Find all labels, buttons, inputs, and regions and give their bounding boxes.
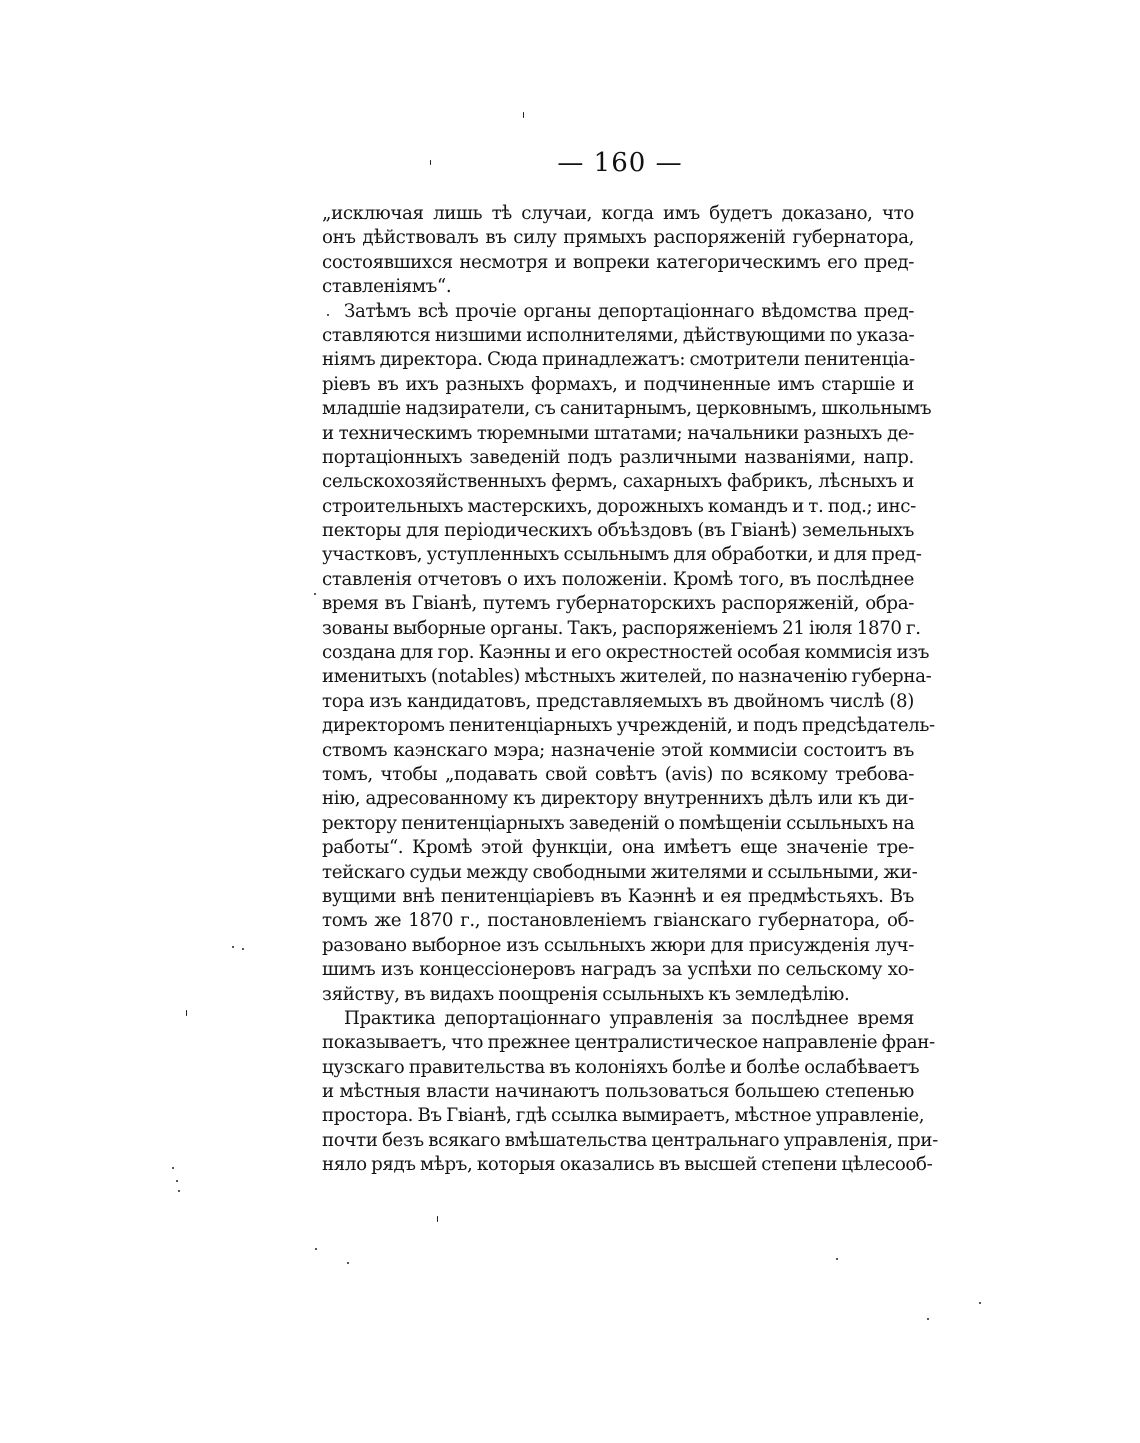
text-line: зяйству, въ видахъ поощренія ссыльныхъ къ земледѣлію.	[322, 983, 850, 1005]
scan-speck	[927, 1318, 929, 1320]
scan-speck	[327, 314, 329, 316]
text-line: состоявшихся несмотря и вопреки категорическимъ его пред-	[322, 251, 914, 273]
text-line: ректору пенитенціарныхъ заведеній о помѣщеніи ссыльныхъ на	[322, 812, 915, 834]
scan-speck	[178, 1190, 180, 1192]
paragraph-2	[322, 300, 935, 1007]
text-line: ставленія отчетовъ о ихъ положеніи. Кромѣ того, въ послѣднее	[322, 568, 914, 590]
page-number: — 160 —	[557, 148, 683, 178]
paragraph-3	[322, 1007, 938, 1178]
scan-speck	[242, 948, 244, 950]
text-line: томъ же 1870 г., постановленіемъ гвіанскаго губернатора, об-	[322, 910, 914, 932]
scan-speck	[186, 1010, 187, 1016]
text-line: ствомъ каэнскаго мэра; назначеніе этой коммисіи состоитъ въ	[322, 739, 914, 761]
text-line: разовано выборное изъ ссыльныхъ жюри для присужденія луч-	[322, 934, 914, 956]
scan-speck	[347, 1262, 349, 1264]
scan-speck	[430, 160, 431, 165]
scan-speck	[232, 946, 234, 948]
text-line: ставляются низшими исполнителями, дѣйствующими по указа-	[322, 324, 915, 346]
text-line: няло рядъ мѣръ, которыя оказались въ высшей степени цѣлесооб-	[322, 1154, 933, 1176]
scan-speck	[314, 593, 316, 595]
text-line: Практика депортаціоннаго управленія за послѣднее время	[344, 1007, 914, 1029]
paragraph-1	[322, 202, 914, 300]
text-line: и техническимъ тюремными штатами; начальники разныхъ де-	[322, 422, 914, 444]
text-line: зованы выборные органы. Такъ, распоряженіемъ 21 іюля 1870 г.	[322, 617, 921, 639]
scan-speck	[172, 1167, 174, 1169]
text-line: нію, адресованному къ директору внутреннихъ дѣлъ или къ ди-	[322, 788, 914, 810]
text-line: почти безъ всякаго вмѣшательства центральнаго управленія, при-	[322, 1129, 938, 1151]
scan-speck	[315, 1248, 317, 1250]
text-line: онъ дѣйствовалъ въ силу прямыхъ распоряженій губернатора,	[322, 227, 914, 249]
text-line: сельскохозяйственныхъ фермъ, сахарныхъ фабрикъ, лѣсныхъ и	[322, 471, 914, 493]
text-line: портаціонныхъ заведеній подъ различными названіями, напр.	[322, 446, 914, 468]
text-line: именитыхъ (notables) мѣстныхъ жителей, по назначенію губерна-	[322, 666, 932, 688]
scan-speck	[836, 1258, 838, 1260]
text-line: вущими внѣ пенитенціаріевъ въ Каэннѣ и ея предмѣстьяхъ. Въ	[322, 885, 914, 907]
text-line: томъ, чтобы „подавать свой совѣтъ (avis) по всякому требова-	[322, 763, 914, 785]
text-line: пекторы для періодическихъ объѣздовъ (въ Гвіанѣ) земельныхъ	[322, 520, 914, 542]
scan-speck	[437, 1216, 438, 1222]
text-line: показываетъ, что прежнее централистическое направленіе фран-	[322, 1032, 935, 1054]
text-line: ріевъ въ ихъ разныхъ формахъ, и подчиненные имъ старшіе и	[322, 373, 914, 395]
scan-speck	[176, 1180, 178, 1182]
text-line: младшіе надзиратели, съ санитарнымъ, церковнымъ, школьнымъ	[322, 398, 932, 420]
text-line: Затѣмъ всѣ прочіе органы депортаціоннаго вѣдомства пред-	[344, 300, 914, 322]
body-text	[322, 202, 938, 1178]
text-line: строительныхъ мастерскихъ, дорожныхъ командъ и т. под.; инс-	[322, 495, 916, 517]
text-line: участковъ, уступленныхъ ссыльнымъ для обработки, и для пред-	[322, 544, 922, 566]
text-line: простора. Въ Гвіанѣ, гдѣ ссылка вымираетъ, мѣстное управленіе,	[322, 1105, 925, 1127]
scan-speck	[979, 1302, 981, 1304]
text-line: ставленіямъ“.	[322, 276, 452, 298]
text-line: работы“. Кромѣ этой функціи, она имѣетъ еще значеніе тре-	[322, 837, 914, 859]
scan-speck	[523, 112, 524, 118]
text-line: создана для гор. Каэнны и его окрестностей особая коммисія изъ	[322, 642, 930, 664]
text-line: директоромъ пенитенціарныхъ учрежденій, и подъ предсѣдатель-	[322, 715, 935, 737]
text-line: и мѣстныя власти начинаютъ пользоваться большею степенью	[322, 1081, 914, 1103]
text-line: тейскаго судьи между свободными жителями и ссыльными, жи-	[322, 861, 918, 883]
text-line: ніямъ директора. Сюда принадлежатъ: смотрители пенитенціа-	[322, 349, 915, 371]
text-line: цузскаго правительства въ колоніяхъ болѣе и болѣе ослабѣваетъ	[322, 1056, 920, 1078]
text-line: тора изъ кандидатовъ, представляемыхъ въ двойномъ числѣ (8)	[322, 690, 914, 712]
text-line: время въ Гвіанѣ, путемъ губернаторскихъ распоряженій, обра-	[322, 593, 914, 615]
text-line: „исключая лишь тѣ случаи, когда имъ будетъ доказано, что	[322, 203, 914, 224]
text-line: шимъ изъ концессіонеровъ наградъ за успѣхи по сельскому хо-	[322, 959, 914, 981]
